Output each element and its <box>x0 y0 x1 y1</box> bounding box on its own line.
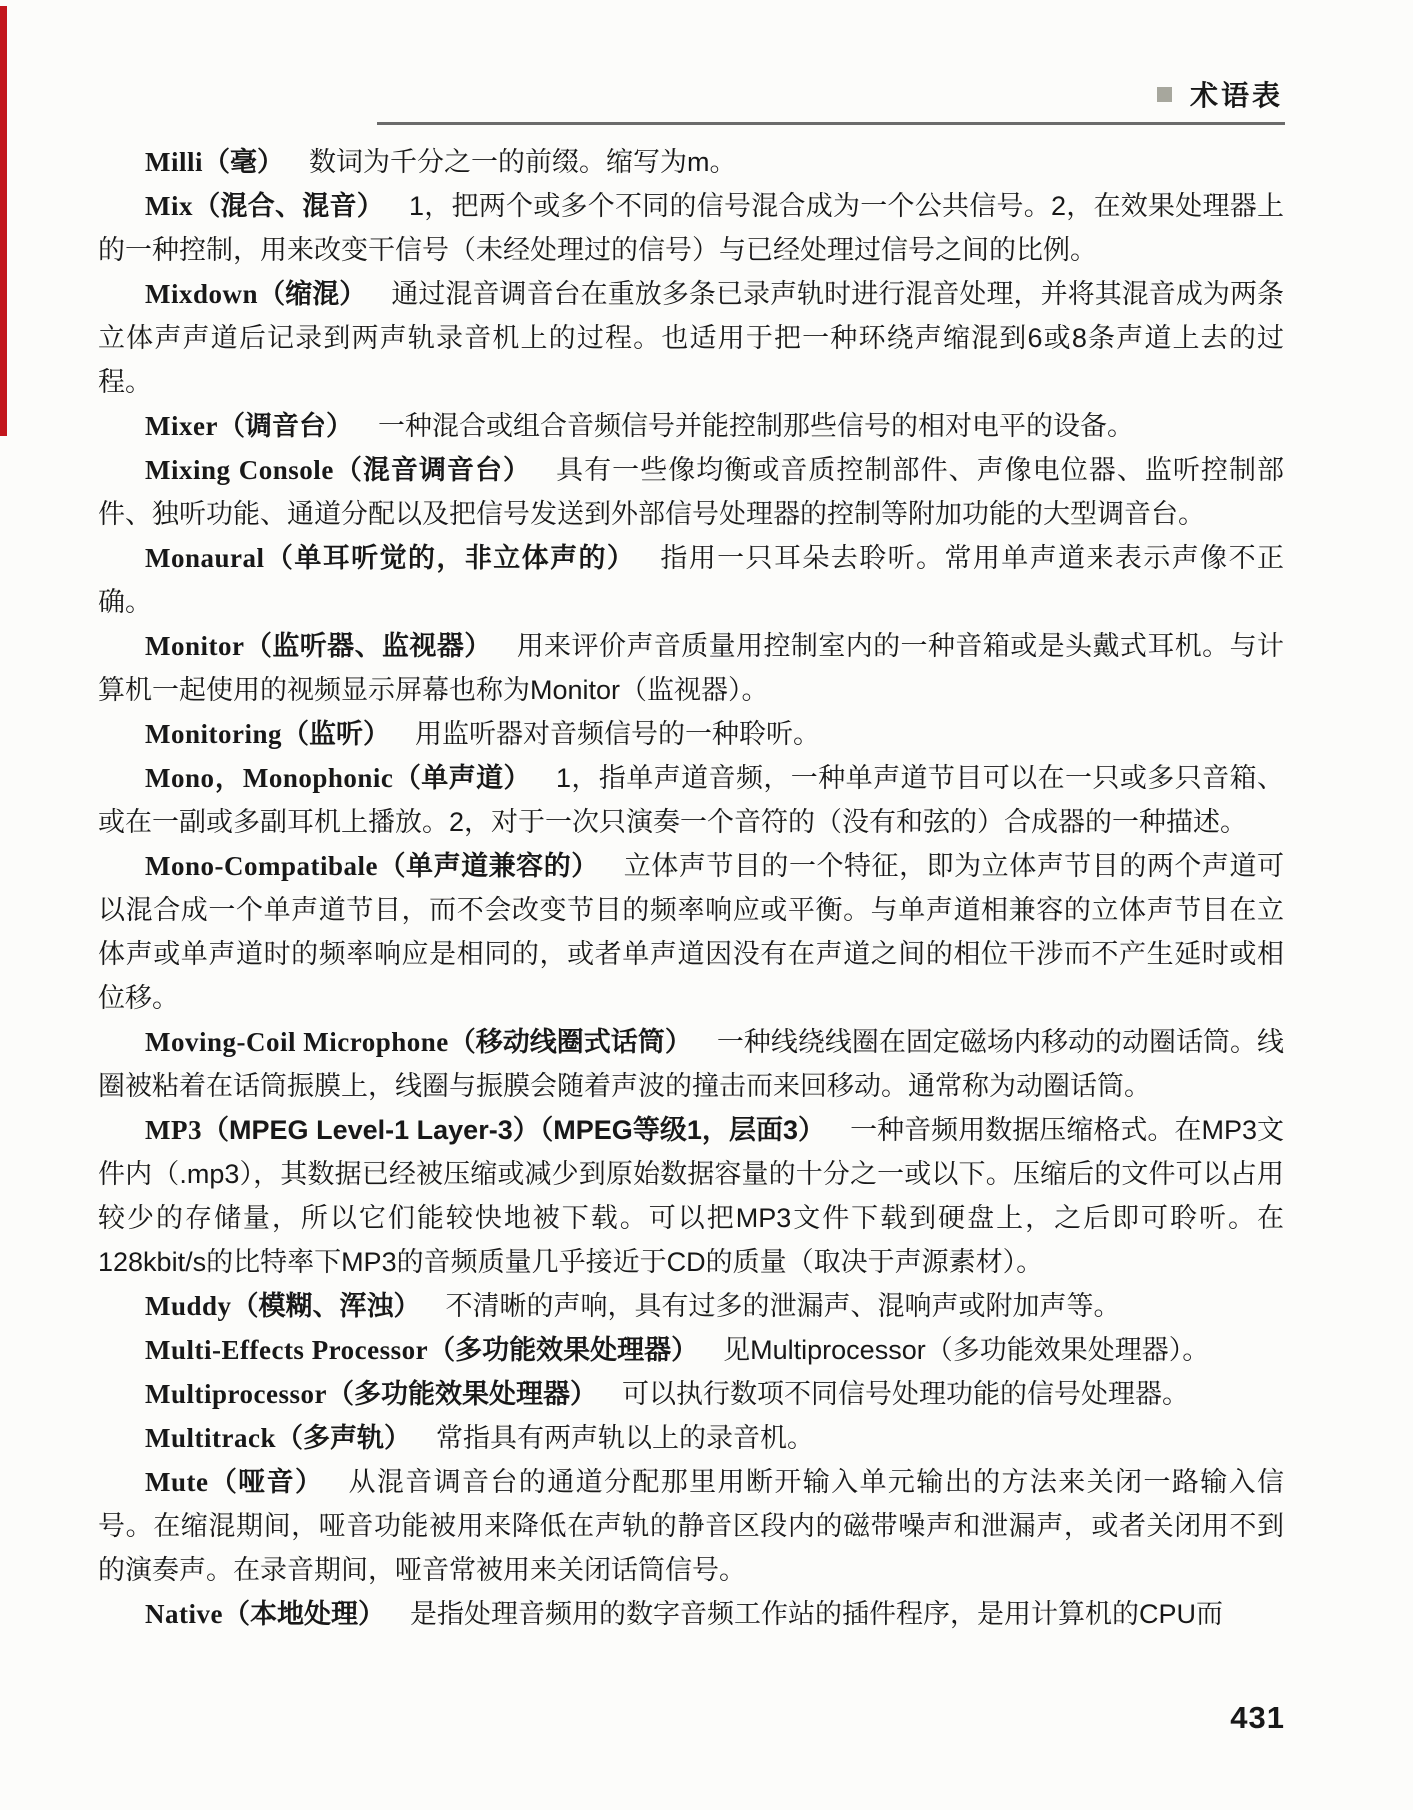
entry-definition: 具有一些像均衡或音质控制部件、声像电位器、监听控制部件、独听功能、通道分配以及把信号发送到外部信号处理器的控制等附加功能的大型调音台。 <box>98 455 1285 529</box>
entry-term-chinese: （监听） <box>282 719 390 749</box>
entry-term-chinese: （混音调音台） <box>333 455 532 485</box>
page-number: 431 <box>1230 1700 1285 1735</box>
glossary-entries <box>98 140 1284 1636</box>
glossary-entry <box>98 1372 1284 1416</box>
entry-term-english: Multitrack <box>145 1423 276 1453</box>
entry-term-english: Muddy <box>145 1291 232 1321</box>
entry-definition: 数词为千分之一的前缀。缩写为m。 <box>309 147 737 177</box>
page-header-title: 术语表 <box>1189 80 1283 111</box>
entry-term-chinese: （模糊、浑浊） <box>231 1291 421 1321</box>
entry-term-english: Mono-Compatibale <box>145 851 378 881</box>
entry-term-chinese: （调音台） <box>217 411 353 441</box>
entry-term-chinese: （单耳听觉的，非立体声的） <box>264 543 636 573</box>
entry-term-english: Monitor <box>145 631 245 661</box>
entry-term-chinese: （移动线圈式话筒） <box>448 1027 692 1057</box>
page-edge-red-stripe <box>0 6 7 436</box>
entry-term-chinese: （MPEG Level-1 Layer-3）（MPEG等级1，层面3） <box>201 1115 826 1145</box>
entry-term-english: Multiprocessor <box>145 1379 327 1409</box>
glossary-entry <box>98 140 1284 184</box>
entry-definition: 一种音频用数据压缩格式。在MP3文件内（.mp3），其数据已经被压缩或减少到原始数据容量的十分之一或以下。压缩后的文件可以占用较少的存储量，所以它们能较快地被下载。可以把MP3文件下载到硬盘上，之后即可聆听。在128kbit/s的比特率下MP3的音频质量几乎接近于CD的质量（取决于声源素材）。 <box>98 1115 1284 1277</box>
glossary-entry <box>98 712 1284 756</box>
entry-definition: 可以执行数项不同信号处理功能的信号处理器。 <box>621 1379 1189 1409</box>
entry-term-chinese: （多功能效果处理器） <box>428 1335 699 1365</box>
entry-definition: 指用一只耳朵去聆听。常用单声道来表示声像不正确。 <box>98 543 1285 617</box>
entry-term-english: Monaural <box>145 543 265 573</box>
entry-term-english: Mixdown <box>145 279 259 309</box>
entry-definition: 立体声节目的一个特征，即为立体声节目的两个声道可以混合成一个单声道节目，而不会改变节目的频率响应或平衡。与单声道相兼容的立体声节目在立体声或单声道时的频率响应是相同的，或者单声道因没有在声道之间的相位干涉而不产生延时或相位移。 <box>98 851 1284 1013</box>
entry-definition: 1，把两个或多个不同的信号混合成为一个公共信号。2，在效果处理器上的一种控制，用来改变干信号（未经处理过的信号）与已经处理过信号之间的比例。 <box>98 191 1285 265</box>
entry-term-chinese: （单声道兼容的） <box>378 851 599 881</box>
entry-term-chinese: （监听器、监视器） <box>244 631 492 661</box>
section-marker-icon <box>1157 87 1172 102</box>
glossary-entry <box>98 448 1284 536</box>
entry-term-chinese: （多声轨） <box>275 1423 411 1453</box>
entry-definition: 一种混合或组合音频信号并能控制那些信号的相对电平的设备。 <box>377 411 1134 441</box>
entry-term-english: Mono，Monophonic <box>145 763 394 793</box>
entry-term-english: Monitoring <box>145 719 282 749</box>
entry-definition: 不清晰的声响，具有过多的泄漏声、混响声或附加声等。 <box>445 1291 1121 1321</box>
entry-term-english: Mixer <box>145 411 218 441</box>
entry-term-english: Mix <box>145 191 193 221</box>
glossary-entry <box>98 536 1284 624</box>
entry-definition: 通过混音调音台在重放多条已录声轨时进行混音处理，并将其混音成为两条立体声声道后记录到两声轨录音机上的过程。也适用于把一种环绕声缩混到6或8条声道上去的过程。 <box>98 279 1285 397</box>
entry-term-chinese: （哑音） <box>208 1467 324 1497</box>
glossary-entry <box>98 1020 1284 1108</box>
entry-definition: 是指处理音频用的数字音频工作站的插件程序，是用计算机的CPU而 <box>409 1599 1223 1629</box>
glossary-entry <box>98 184 1284 272</box>
entry-definition: 1，指单声道音频，一种单声道节目可以在一只或多只音箱、或在一副或多副耳机上播放。2，对于一次只演奏一个音符的（没有和弦的）合成器的一种描述。 <box>98 763 1285 837</box>
entry-term-chinese: （混合、混音） <box>193 191 384 221</box>
glossary-entry <box>98 1416 1284 1460</box>
entry-term-english: Mute <box>145 1467 209 1497</box>
entry-definition: 用来评价声音质量用控制室内的一种音箱或是头戴式耳机。与计算机一起使用的视频显示屏幕也称为Monitor（监视器）。 <box>98 631 1285 705</box>
entry-definition: 常指具有两声轨以上的录音机。 <box>435 1423 814 1453</box>
entry-definition: 见Multiprocessor（多功能效果处理器）。 <box>723 1335 1210 1365</box>
glossary-entry <box>98 844 1284 1020</box>
page-header <box>1157 74 1283 114</box>
entry-definition: 用监听器对音频信号的一种聆听。 <box>415 719 820 749</box>
glossary-entry <box>98 1592 1284 1636</box>
glossary-entry <box>98 272 1284 404</box>
glossary-entry <box>98 624 1284 712</box>
glossary-entry <box>98 1108 1284 1284</box>
entry-term-english: Mixing Console <box>145 455 334 485</box>
glossary-entry <box>98 1460 1284 1592</box>
entry-term-chinese: （多功能效果处理器） <box>326 1379 597 1409</box>
glossary-entry <box>98 756 1284 844</box>
entry-definition: 从混音调音台的通道分配那里用断开输入单元输出的方法来关闭一路输入信号。在缩混期间，哑音功能被用来降低在声轨的静音区段内的磁带噪声和泄漏声，或者关闭用不到的演奏声。在录音期间，哑音常被用来关闭话筒信号。 <box>98 1467 1285 1585</box>
glossary-entry <box>98 404 1284 448</box>
entry-term-english: MP3 <box>145 1115 202 1145</box>
entry-term-chinese: （毫） <box>203 147 284 177</box>
header-divider <box>377 122 1285 125</box>
entry-term-chinese: （缩混） <box>258 279 367 309</box>
entry-term-chinese: （本地处理） <box>222 1599 385 1629</box>
entry-definition: 一种线绕线圈在固定磁场内移动的动圈话筒。线圈被粘着在话筒振膜上，线圈与振膜会随着声波的撞击而来回移动。通常称为动圈话筒。 <box>98 1027 1285 1101</box>
entry-term-english: Multi-Effects Processor <box>145 1335 429 1365</box>
entry-term-english: Milli <box>145 147 203 177</box>
entry-term-chinese: （单声道） <box>393 763 531 793</box>
glossary-entry <box>98 1284 1284 1328</box>
entry-term-english: Moving-Coil Microphone <box>145 1027 449 1057</box>
glossary-entry <box>98 1328 1284 1372</box>
entry-term-english: Native <box>145 1599 223 1629</box>
